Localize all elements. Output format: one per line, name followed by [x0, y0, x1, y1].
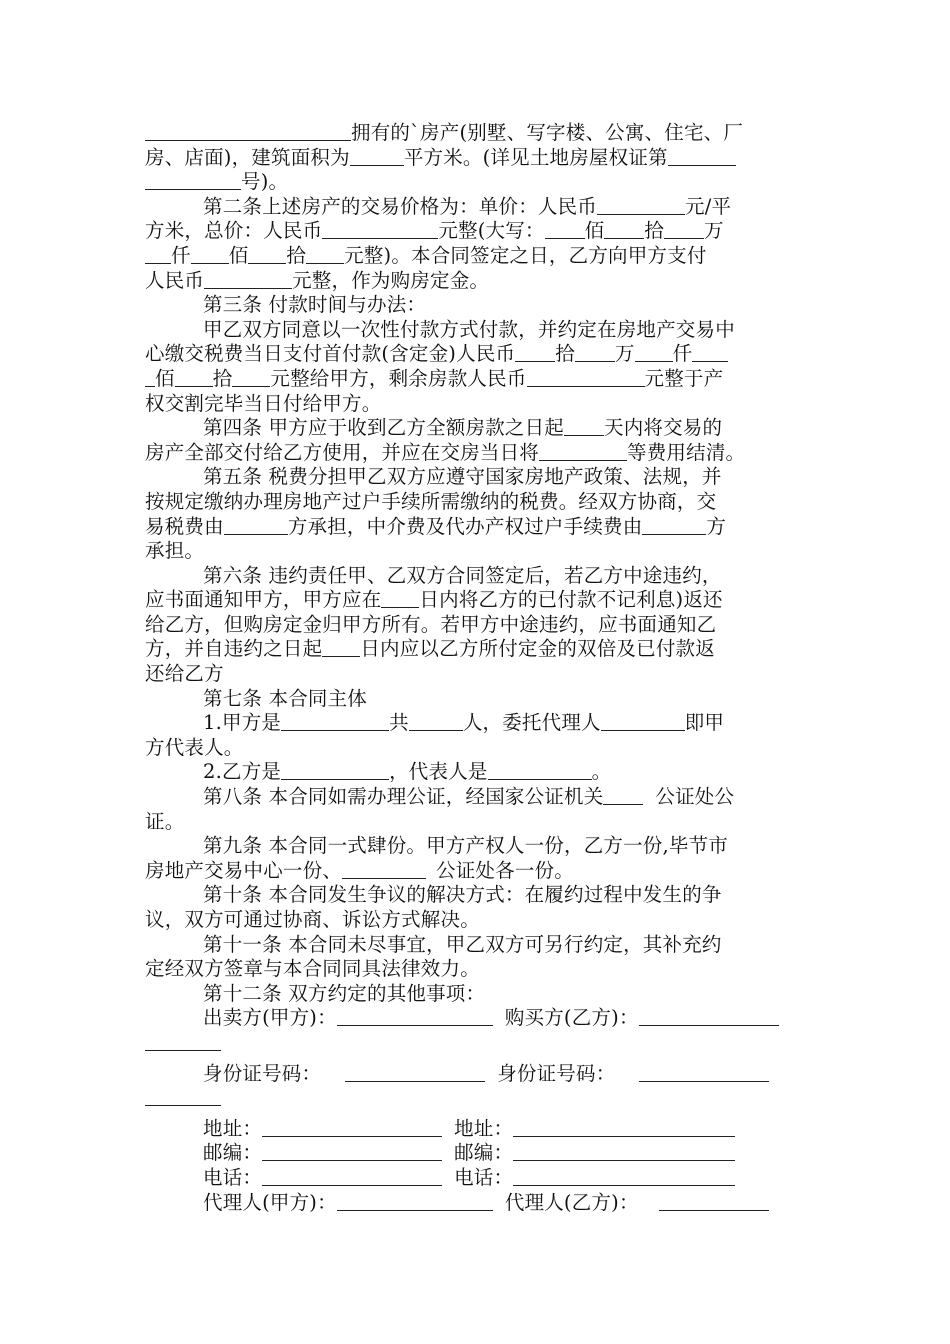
seller-postcode-field	[262, 1142, 442, 1161]
text-line: 佰 拾 元整给甲方，剩余房款人民币 元整于产	[145, 367, 809, 392]
blank-field	[175, 368, 213, 387]
contract-page	[145, 121, 809, 1215]
blank-field	[248, 245, 286, 264]
text-line: 易税费由 方承担，中介费及代办产权过户手续费由 方	[145, 514, 727, 538]
text-line: 心缴交税费当日支付首付款(含定金)人民币 拾 万 仟	[145, 342, 809, 367]
blank-field	[539, 442, 627, 461]
blank-field	[281, 712, 389, 731]
text-line	[145, 1031, 809, 1056]
blank-field	[692, 343, 728, 362]
article-heading: 第七条 本合同主体	[203, 686, 367, 710]
text-line: 仟 佰 拾 元整)。本合同签定之日，乙方向甲方支付	[145, 244, 809, 269]
buyer-field	[639, 1007, 779, 1026]
buyer-agent-field	[659, 1192, 769, 1211]
blank-field	[145, 1087, 221, 1106]
text-line: 证。	[145, 809, 185, 833]
blank-field	[322, 638, 360, 657]
text-line: 第六条 违约责任甲、乙双方合同签定后，若乙方中途违约，	[203, 563, 722, 587]
text-line: 房地产交易中心一份、 公证处各一份。	[145, 858, 574, 882]
text-line: 还给乙方	[145, 662, 224, 686]
text-line: 第九条 本合同一式肆份。甲方产权人一份，乙方一份,毕节市	[203, 834, 728, 858]
blank-field	[409, 712, 463, 731]
blank-field	[575, 343, 615, 362]
blank-field	[145, 368, 155, 387]
text-line: 按规定缴纳办理房地产过户手续所需缴纳的税费。经双方协商，交	[145, 489, 717, 513]
text-line: 拥有的`房产(别墅、写字楼、公寓、住宅、厂	[145, 121, 809, 146]
text-line: 1.甲方是 共 人，委托代理人 即甲	[203, 711, 725, 735]
blank-field	[145, 1032, 221, 1051]
blank-field	[603, 786, 643, 805]
blank-field	[145, 245, 171, 264]
blank-field	[232, 368, 270, 387]
blank-field	[604, 220, 644, 239]
signature-row-parties: 出卖方(甲方)： 购买方(乙方)：	[145, 1006, 809, 1031]
buyer-postcode-field	[513, 1142, 735, 1161]
seller-id-field	[345, 1063, 485, 1082]
signature-row-id: 身份证号码： 身份证号码：	[145, 1062, 809, 1087]
blank-field	[381, 589, 419, 608]
blank-field	[545, 220, 585, 239]
buyer-phone-field	[513, 1167, 735, 1186]
text-line: 方，并自违约之日起 日内应以乙方所付定金的双倍及已付款返	[145, 637, 715, 661]
text-line: 第四条 甲方应于收到乙方全额房款之日起 天内将交易的	[203, 416, 723, 440]
seller-field	[337, 1007, 493, 1026]
blank-field	[527, 368, 645, 387]
text-line: 方米，总价：人民币 元整(大写： 佰 拾 万	[145, 219, 724, 243]
blank-field	[191, 245, 229, 264]
blank-field	[635, 343, 673, 362]
blank-field	[224, 516, 288, 535]
text-line: 第十条 本合同发生争议的解决方式：在履约过程中发生的争	[203, 883, 722, 907]
text-line: 房产全部交付给乙方使用，并应在交房当日将 等费用结清。	[145, 440, 746, 464]
blank-field	[597, 196, 685, 215]
text-line: 甲乙双方同意以一次性付款方式付款，并约定在房地产交易中	[203, 317, 735, 341]
text-line: 2.乙方是 ，代表人是 。	[203, 760, 612, 784]
text-line: 应书面通知甲方，甲方应在 日内将乙方的已付款不记利息)返还	[145, 588, 723, 612]
buyer-address-field	[513, 1118, 735, 1137]
blank-field	[350, 147, 404, 166]
text-line: 定经双方签章与本合同同具法律效力。	[145, 957, 480, 981]
article-heading: 第十二条 双方约定的其他事项：	[203, 981, 486, 1005]
text-line: 议，双方可通过协商、诉讼方式解决。	[145, 908, 480, 931]
blank-field	[204, 270, 292, 289]
seller-agent-field	[337, 1192, 493, 1211]
text-line: 号)。	[145, 170, 809, 195]
blank-field	[488, 761, 592, 780]
blank-field	[668, 147, 736, 166]
seller-phone-field	[262, 1167, 442, 1186]
text-line: 第十一条 本合同未尽事宜，甲乙双方可另行约定，其补充约	[203, 932, 722, 956]
blank-field	[342, 860, 426, 879]
blank-field	[515, 343, 555, 362]
signature-row-address: 地址： 地址：	[145, 1117, 809, 1142]
blank-field	[664, 220, 704, 239]
blank-field	[322, 220, 438, 239]
text-line: 承担。	[145, 539, 205, 563]
blank-field	[601, 712, 685, 731]
blank-field	[145, 171, 241, 190]
signature-row-agent: 代理人(甲方)： 代理人(乙方)：	[145, 1191, 809, 1216]
blank-field	[642, 516, 706, 535]
text-line: 权交割完毕当日付给甲方。	[145, 391, 382, 415]
seller-address-field	[262, 1118, 442, 1137]
text-line: 第八条 本合同如需办理公证，经国家公证机关 公证处公	[203, 785, 735, 809]
signature-row-postcode: 邮编： 邮编：	[145, 1141, 809, 1166]
text-line: 第二条上述房产的交易价格为：单价：人民币 元/平	[203, 194, 732, 218]
blank-field	[145, 122, 351, 141]
text-line: 第五条 税费分担甲乙双方应遵守国家房地产政策、法规，并	[203, 465, 722, 489]
text-line	[145, 1086, 809, 1111]
blank-field	[306, 245, 344, 264]
signature-row-phone: 电话： 电话：	[145, 1166, 809, 1191]
text-line: 人民币 元整，作为购房定金。	[145, 268, 490, 292]
text-line: 给乙方，但购房定金归甲方所有。若甲方中途违约，应书面通知乙	[145, 612, 717, 636]
article-heading: 第三条 付款时间与办法：	[203, 293, 427, 317]
buyer-id-field	[639, 1063, 769, 1082]
text-line: 房、店面)，建筑面积为 平方米。(详见土地房屋权证第	[145, 146, 809, 171]
text-line: 方代表人。	[145, 735, 244, 759]
blank-field	[281, 761, 389, 780]
blank-field	[564, 417, 604, 436]
